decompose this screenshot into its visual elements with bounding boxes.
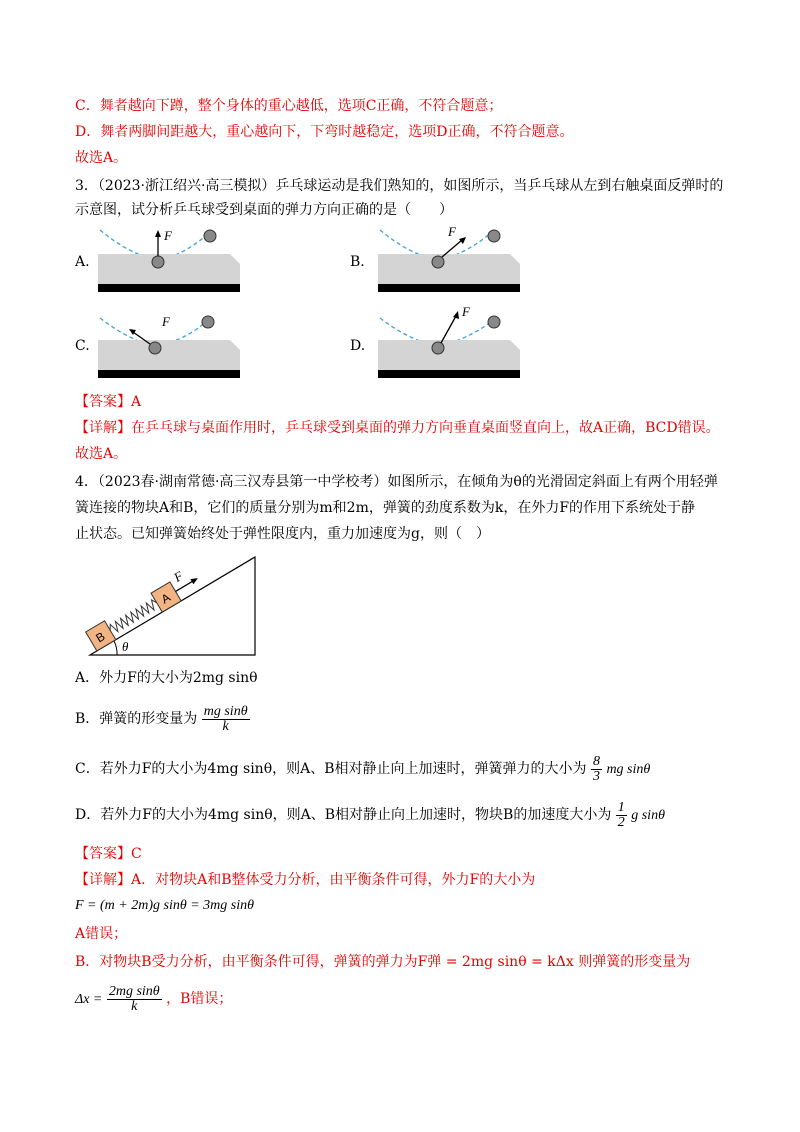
q3-detail: 【详解】在乒乓球与桌面作用时，乒乓球受到桌面的弹力方向垂直桌面竖直向上，故A正确，BCD错误。: [75, 420, 720, 436]
q3-fig-c-force-label: F: [162, 314, 170, 329]
q3-option-a-label: A.: [75, 254, 90, 270]
q4-detail-b: B．对物块B受力分析，由平衡条件可得，弹簧的弹力为F弹 = 2mg sinθ = kΔx 则弹簧的形变量为: [75, 954, 691, 970]
q4-detail-a-equation: F = (m + 2m)g sinθ = 3mg sinθ: [75, 898, 254, 913]
q4-block-b-label: B: [93, 629, 108, 646]
q4-answer: 【答案】C: [75, 846, 142, 862]
q4-block-a-label: A: [158, 590, 173, 607]
q4-detail-a: 【详解】A．对物块A和B整体受力分析，由平衡条件可得，外力F的大小为: [75, 872, 536, 888]
q4-detail-b-equation: [75, 982, 232, 1016]
q4-option-d: [75, 798, 665, 832]
q3-fig-a-force-label: F: [164, 228, 172, 243]
q4-option-d-denominator: 2: [617, 814, 625, 830]
q4-detail-b-fraction: [107, 985, 162, 1014]
q4-detail-b-numerator: 2mg sinθ: [108, 983, 160, 999]
q4-incline-figure: [85, 555, 275, 665]
q4-option-c-denominator: 3: [592, 768, 600, 784]
q3-stem-line2: 示意图，试分析乒乓球受到桌面的弹力方向正确的是（ ）: [75, 202, 453, 218]
q4-option-d-text: D．若外力F的大小为4mg sinθ，则A、B相对静止向上加速时，物块B的加速度大小为: [75, 807, 612, 823]
q3-answer: 【答案】A: [75, 394, 142, 410]
q4-stem-line3: 止状态。已知弹簧始终处于弹性限度内，重力加速度为g，则（ ）: [75, 526, 490, 542]
q4-option-d-tail: g sinθ: [631, 808, 665, 823]
q3-figure-a: [90, 220, 250, 300]
q4-angle-label: θ: [122, 639, 129, 654]
q3-option-b-label: B.: [350, 254, 365, 270]
q4-option-b-denominator: k: [222, 718, 229, 734]
prev-option-c-explanation: C．舞者越向下蹲，整个身体的重心越低，选项C正确，不符合题意；: [75, 98, 503, 114]
q3-figure-d: [370, 306, 530, 386]
q4-option-b: [75, 702, 250, 736]
q4-option-d-fraction: [616, 801, 627, 830]
q4-option-c: [75, 752, 650, 786]
q4-option-b-fraction: [202, 705, 250, 734]
q4-option-c-tail: mg sinθ: [606, 762, 651, 777]
prev-conclusion: 故选A。: [75, 150, 128, 166]
q4-detail-b-verdict: ，B错误；: [166, 991, 233, 1007]
q3-figure-b: [370, 220, 530, 300]
q4-stem-line1: 4．（2023春·湖南常德·高三汉寿县第一中学校考）如图所示，在倾角为θ的光滑固定斜面上有两个用轻弹: [75, 474, 718, 490]
q3-stem-line1: 3．（2023·浙江绍兴·高三模拟）乒乓球运动是我们熟知的，如图所示，当乒乓球从左到右触桌面反弹时的: [75, 178, 724, 194]
q4-option-b-numerator: mg sinθ: [203, 703, 248, 719]
q3-fig-d-force-label: F: [462, 304, 470, 319]
q4-option-b-text: B．弹簧的形变量为: [75, 711, 198, 727]
q4-detail-b-denominator: k: [131, 998, 138, 1014]
q4-option-c-numerator: 8: [592, 753, 600, 769]
q3-fig-b-force-label: F: [448, 224, 456, 239]
q4-detail-b-lhs: Δx =: [75, 992, 103, 1007]
q4-option-c-fraction: [591, 755, 602, 784]
q4-stem-line2: 簧连接的物块A和B，它们的质量分别为m和2m，弹簧的劲度系数为k，在外力F的作用下系统处于静: [75, 500, 696, 516]
q4-force-label: F: [170, 567, 186, 585]
q3-figure-c: [90, 306, 250, 386]
q4-option-d-numerator: 1: [617, 799, 625, 815]
q3-conclusion: 故选A。: [75, 446, 128, 462]
q3-option-d-label: D.: [350, 338, 366, 354]
prev-option-d-explanation: D．舞者两脚间距越大，重心越向下，下弯时越稳定，选项D正确，不符合题意。: [75, 124, 574, 140]
q3-option-c-label: C.: [75, 338, 90, 354]
q4-option-a: A．外力F的大小为2mg sinθ: [75, 670, 258, 686]
q4-detail-a-verdict: A错误；: [75, 926, 128, 942]
q4-option-c-text: C．若外力F的大小为4mg sinθ，则A、B相对静止向上加速时，弹簧弹力的大小为: [75, 761, 587, 777]
